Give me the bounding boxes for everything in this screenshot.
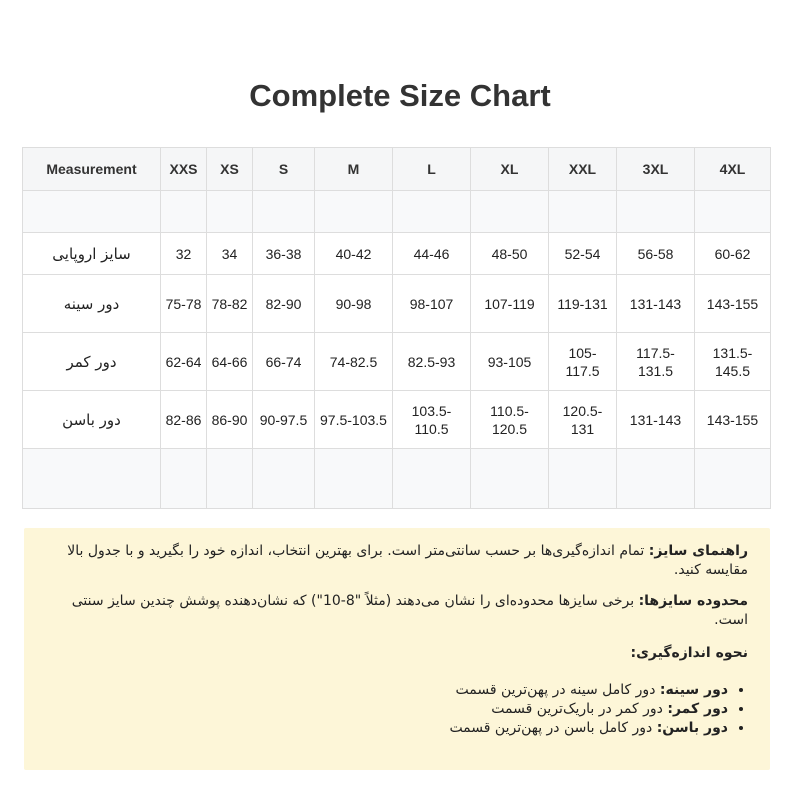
row-label: دور سینه (23, 275, 161, 333)
table-row (23, 449, 771, 509)
table-row (23, 333, 771, 391)
header-cell: XXL (549, 148, 617, 191)
header-cell: 4XL (695, 148, 771, 191)
table-cell: 143-155 (695, 391, 771, 449)
table-row (23, 233, 771, 275)
header-cell: L (393, 148, 471, 191)
table-cell (695, 449, 771, 509)
howto-list (46, 681, 748, 738)
table-cell: 97.5-103.5 (315, 391, 393, 449)
table-cell: 34 (207, 233, 253, 275)
list-item-label: دور سینه: (659, 682, 728, 698)
row-label: سایز اروپایی (23, 233, 161, 275)
table-cell: 131.5-145.5 (695, 333, 771, 391)
table-cell (695, 191, 771, 233)
size-range-paragraph (46, 592, 748, 630)
table-cell: 75-78 (161, 275, 207, 333)
table-cell: 98-107 (393, 275, 471, 333)
table-cell: 60-62 (695, 233, 771, 275)
list-item-label: دور باسن: (656, 720, 728, 736)
table-header-row (23, 148, 771, 191)
header-cell: XS (207, 148, 253, 191)
table-cell: 82-90 (253, 275, 315, 333)
table-cell: 103.5-110.5 (393, 391, 471, 449)
table-row (23, 191, 771, 233)
table-cell: 56-58 (617, 233, 695, 275)
table-cell: 131-143 (617, 391, 695, 449)
table-cell: 131-143 (617, 275, 695, 333)
howto-heading: نحوه اندازه‌گیری: (630, 645, 748, 661)
size-guide-box (24, 528, 770, 770)
size-range-text: برخی سایزها محدوده‌ای را نشان می‌دهند (مثلاً "8-10") که نشان‌دهنده پوشش چندین سایز سنتی است. (71, 593, 748, 628)
table-cell: 78-82 (207, 275, 253, 333)
header-cell: M (315, 148, 393, 191)
row-label: دور کمر (23, 333, 161, 391)
list-item (46, 681, 728, 700)
table-cell (393, 191, 471, 233)
table-cell (207, 449, 253, 509)
table-cell (393, 449, 471, 509)
table-cell (207, 191, 253, 233)
table-cell (253, 449, 315, 509)
table-row (23, 391, 771, 449)
table-cell: 82-86 (161, 391, 207, 449)
table-cell: 64-66 (207, 333, 253, 391)
row-label (23, 449, 161, 509)
table-cell: 107-119 (471, 275, 549, 333)
list-item (46, 719, 728, 738)
list-item (46, 700, 728, 719)
table-cell: 90-98 (315, 275, 393, 333)
size-chart-table (22, 147, 771, 509)
table-cell: 93-105 (471, 333, 549, 391)
table-cell (161, 191, 207, 233)
table-cell: 74-82.5 (315, 333, 393, 391)
size-guide-label: راهنمای سایز: (648, 543, 748, 559)
table-cell: 52-54 (549, 233, 617, 275)
list-item-text: دور کامل باسن در پهن‌ترین قسمت (449, 720, 653, 736)
table-cell: 90-97.5 (253, 391, 315, 449)
table-cell: 82.5-93 (393, 333, 471, 391)
header-cell: XL (471, 148, 549, 191)
table-cell (617, 449, 695, 509)
header-cell: 3XL (617, 148, 695, 191)
table-cell: 120.5-131 (549, 391, 617, 449)
table-cell: 62-64 (161, 333, 207, 391)
list-item-text: دور کمر در باریک‌ترین قسمت (491, 701, 663, 717)
table-cell (315, 191, 393, 233)
row-label: دور باسن (23, 391, 161, 449)
header-cell: Measurement (23, 148, 161, 191)
table-cell (161, 449, 207, 509)
header-cell: S (253, 148, 315, 191)
table-row (23, 275, 771, 333)
size-range-label: محدوده سایزها: (638, 593, 748, 609)
table-cell (253, 191, 315, 233)
size-guide-paragraph (46, 542, 748, 580)
table-cell: 117.5-131.5 (617, 333, 695, 391)
table-cell: 143-155 (695, 275, 771, 333)
list-item-label: دور کمر: (667, 701, 728, 717)
table-cell: 86-90 (207, 391, 253, 449)
table-cell (617, 191, 695, 233)
table-cell: 119-131 (549, 275, 617, 333)
table-cell (471, 191, 549, 233)
row-label (23, 191, 161, 233)
size-guide-text: تمام اندازه‌گیری‌ها بر حسب سانتی‌متر است. برای بهترین انتخاب، اندازه خود را بگیرید و با جدول بالا مقایسه کنید. (67, 543, 748, 578)
table-cell: 110.5-120.5 (471, 391, 549, 449)
table-cell: 48-50 (471, 233, 549, 275)
table-cell (315, 449, 393, 509)
table-cell: 44-46 (393, 233, 471, 275)
header-cell: XXS (161, 148, 207, 191)
table-cell (549, 449, 617, 509)
table-cell: 32 (161, 233, 207, 275)
table-cell: 66-74 (253, 333, 315, 391)
table-cell: 105-117.5 (549, 333, 617, 391)
page-title: Complete Size Chart (249, 78, 551, 113)
table-cell: 36-38 (253, 233, 315, 275)
table-cell: 40-42 (315, 233, 393, 275)
table-cell (549, 191, 617, 233)
table-cell (471, 449, 549, 509)
list-item-text: دور کامل سینه در پهن‌ترین قسمت (455, 682, 656, 698)
